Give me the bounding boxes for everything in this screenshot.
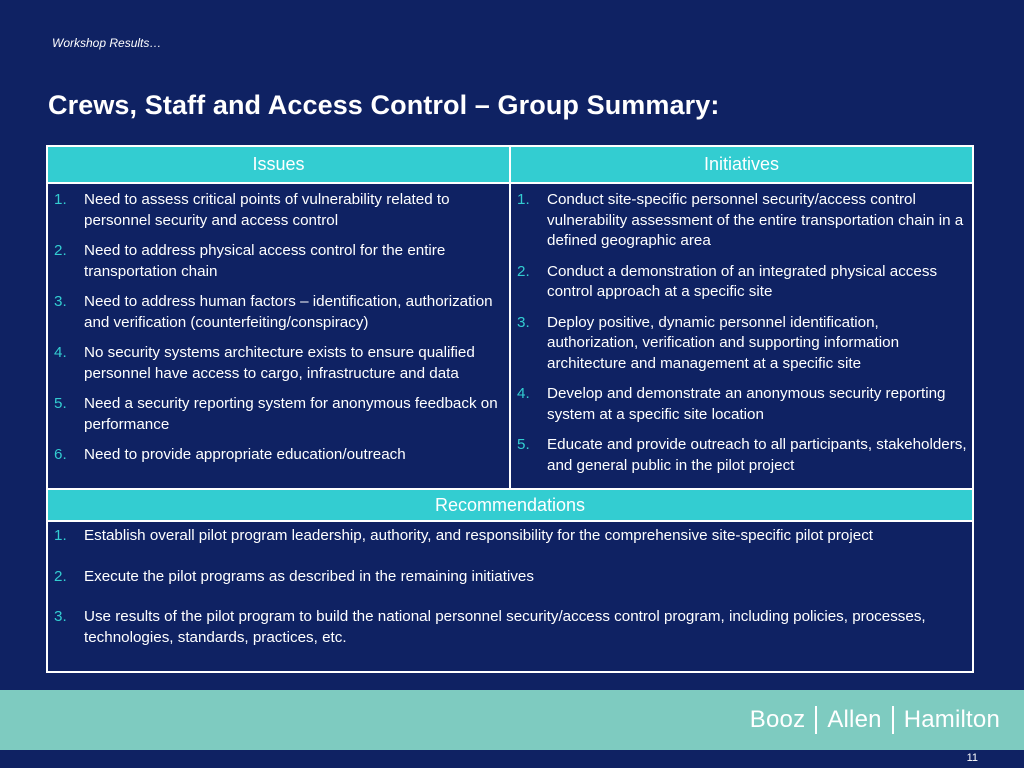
logo-divider	[815, 706, 817, 734]
logo-word-hamilton: Hamilton	[903, 706, 1000, 733]
initiatives-list	[517, 190, 968, 476]
recommendations-header: Recommendations	[48, 488, 972, 522]
list-text: Need to address physical access control for the entire transportation chain	[84, 242, 446, 280]
list-item	[54, 190, 505, 231]
list-number: 3.	[54, 608, 67, 625]
list-text: Develop and demonstrate an anonymous security reporting system at a specific site location	[547, 385, 946, 423]
table-body-row	[48, 182, 972, 488]
list-item	[54, 394, 505, 435]
booz-allen-hamilton-logo	[750, 706, 1000, 734]
list-number: 1.	[54, 191, 67, 208]
logo-divider	[892, 706, 894, 734]
list-number: 2.	[517, 262, 530, 280]
list-text: Use results of the pilot program to build the national personnel security/access control program, including policies, processes, technologies, standards, practices, etc.	[84, 608, 926, 646]
list-text: Deploy positive, dynamic personnel identification, authorization, verification and supporting information architecture and management at a specific site	[547, 313, 900, 372]
issues-column	[48, 184, 511, 488]
eyebrow-text: Workshop Results…	[52, 36, 162, 50]
list-number: 1.	[517, 191, 530, 208]
list-number: 5.	[517, 436, 530, 453]
summary-table	[46, 145, 974, 673]
list-item	[517, 262, 968, 303]
recommendations-section	[48, 522, 972, 648]
list-item	[54, 607, 968, 648]
issues-list	[54, 190, 505, 466]
list-item	[54, 343, 505, 384]
list-number: 6.	[54, 446, 67, 463]
logo-word-allen: Allen	[827, 706, 882, 733]
initiatives-column	[511, 184, 972, 488]
list-text: Execute the pilot programs as described in the remaining initiatives	[84, 567, 534, 585]
list-text: Conduct site-specific personnel security/access control vulnerability assessment of the entire transportation chain in a defined geographic area	[547, 191, 964, 249]
page-number: 11	[966, 752, 978, 764]
list-item	[517, 313, 968, 375]
footer-band	[0, 690, 1024, 750]
list-item	[54, 445, 505, 466]
list-text: Establish overall pilot program leadership, authority, and responsibility for the comprehensive site-specific pilot project	[84, 527, 874, 544]
list-number: 2.	[54, 567, 67, 585]
list-number: 3.	[54, 293, 67, 310]
page-title: Crews, Staff and Access Control – Group Summary:	[48, 90, 720, 120]
list-number: 1.	[54, 527, 67, 544]
list-item	[54, 241, 505, 282]
list-text: No security systems architecture exists to ensure qualified personnel have access to cargo, infrastructure and data	[84, 344, 475, 382]
recommendations-list	[54, 526, 968, 648]
list-item	[54, 567, 968, 588]
list-number: 4.	[517, 385, 530, 402]
list-number: 4.	[54, 344, 67, 361]
issues-header: Issues	[48, 147, 511, 182]
list-item	[517, 435, 968, 476]
list-number: 5.	[54, 395, 67, 412]
list-number: 3.	[517, 313, 530, 331]
list-item	[517, 190, 968, 252]
list-item	[517, 384, 968, 425]
list-item	[54, 292, 505, 333]
list-text: Conduct a demonstration of an integrated physical access control approach at a specific site	[547, 262, 938, 300]
list-text: Need to address human factors – identification, authorization and verification (counterfeiting/conspiracy)	[84, 293, 493, 331]
list-item	[54, 526, 968, 547]
table-header-row	[48, 147, 972, 182]
list-text: Need to assess critical points of vulnerability related to personnel security and access control	[84, 191, 450, 229]
list-text: Need to provide appropriate education/outreach	[84, 446, 406, 463]
logo-word-booz: Booz	[749, 706, 806, 733]
list-text: Need a security reporting system for anonymous feedback on performance	[84, 395, 498, 433]
list-number: 2.	[54, 242, 67, 259]
list-text: Educate and provide outreach to all participants, stakeholders, and general public in the pilot project	[547, 436, 967, 474]
initiatives-header: Initiatives	[511, 147, 972, 182]
